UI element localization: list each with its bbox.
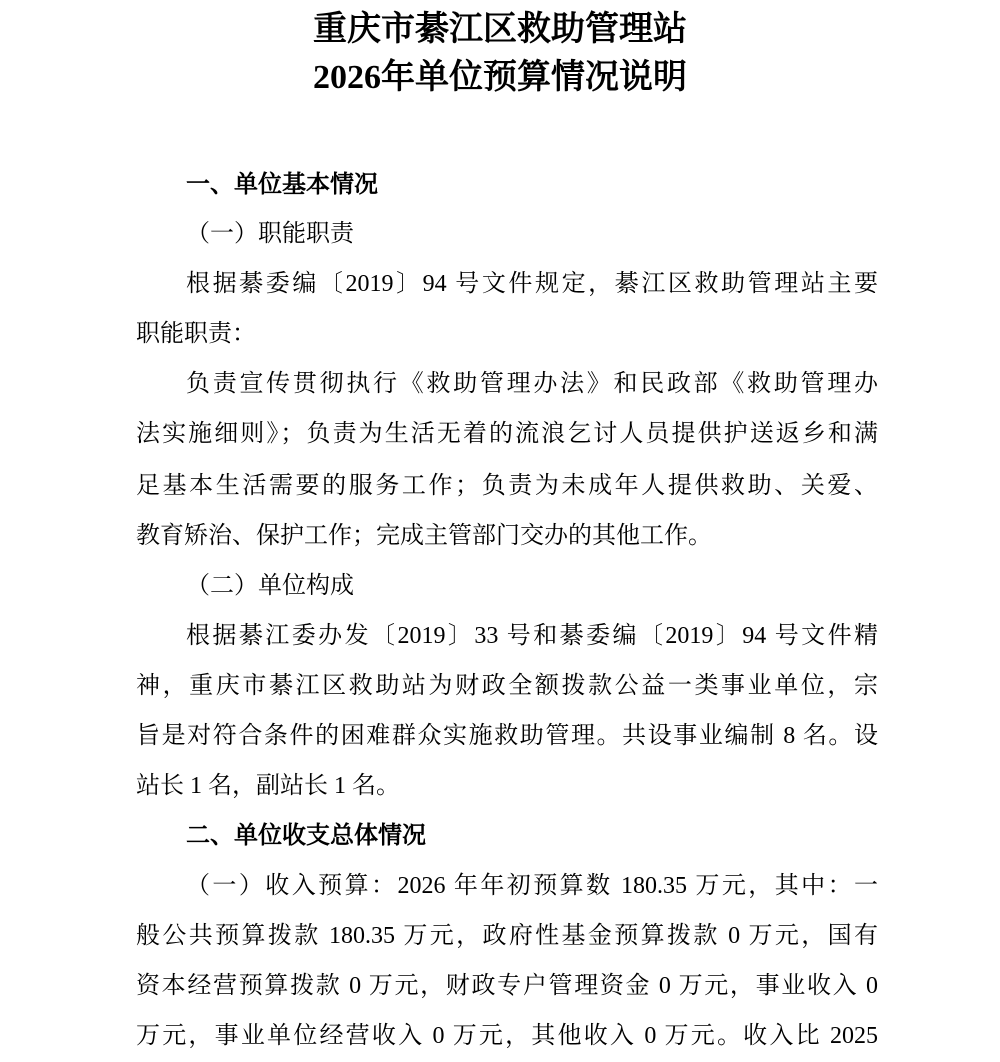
paragraph-line: 教育矫治、保护工作；完成主管部门交办的其他工作。 bbox=[136, 523, 712, 549]
paragraph-line: 资本经营预算拨款 0 万元，财政专户管理资金 0 万元，事业收入 0 bbox=[136, 973, 878, 999]
paragraph-line: 旨是对符合条件的困难群众实施救助管理。共设事业编制 8 名。设 bbox=[136, 723, 878, 749]
document-title-line-1: 重庆市綦江区救助管理站 bbox=[313, 11, 687, 48]
paragraph-line: 负责宣传贯彻执行《救助管理办法》和民政部《救助管理办 bbox=[186, 371, 878, 397]
paragraph-line: 根据綦委编〔2019〕94 号文件规定，綦江区救助管理站主要 bbox=[186, 271, 878, 297]
paragraph-line: 职能职责： bbox=[136, 321, 256, 347]
paragraph-line: 法实施细则》；负责为生活无着的流浪乞讨人员提供护送返乡和满 bbox=[136, 421, 878, 447]
paragraph-line: （一）收入预算：2026 年年初预算数 180.35 万元，其中：一 bbox=[186, 873, 878, 899]
section-heading: 二、单位收支总体情况 bbox=[186, 823, 426, 849]
paragraph-line: 般公共预算拨款 180.35 万元，政府性基金预算拨款 0 万元，国有 bbox=[136, 923, 878, 949]
paragraph-line: 神，重庆市綦江区救助站为财政全额拨款公益一类事业单位，宗 bbox=[136, 673, 878, 699]
document-title-line-2: 2026年单位预算情况说明 bbox=[313, 59, 687, 96]
subsection-heading: （一）职能职责 bbox=[186, 221, 354, 247]
section-heading: 一、单位基本情况 bbox=[186, 172, 378, 198]
paragraph-line: 万元，事业单位经营收入 0 万元，其他收入 0 万元。收入比 2025 bbox=[136, 1023, 878, 1049]
paragraph-line: 根据綦江委办发〔2019〕33 号和綦委编〔2019〕94 号文件精 bbox=[186, 623, 878, 649]
subsection-heading: （二）单位构成 bbox=[186, 573, 354, 599]
paragraph-line: 足基本生活需要的服务工作；负责为未成年人提供救助、关爱、 bbox=[136, 473, 878, 499]
paragraph-line: 站长 1 名，副站长 1 名。 bbox=[136, 773, 400, 799]
